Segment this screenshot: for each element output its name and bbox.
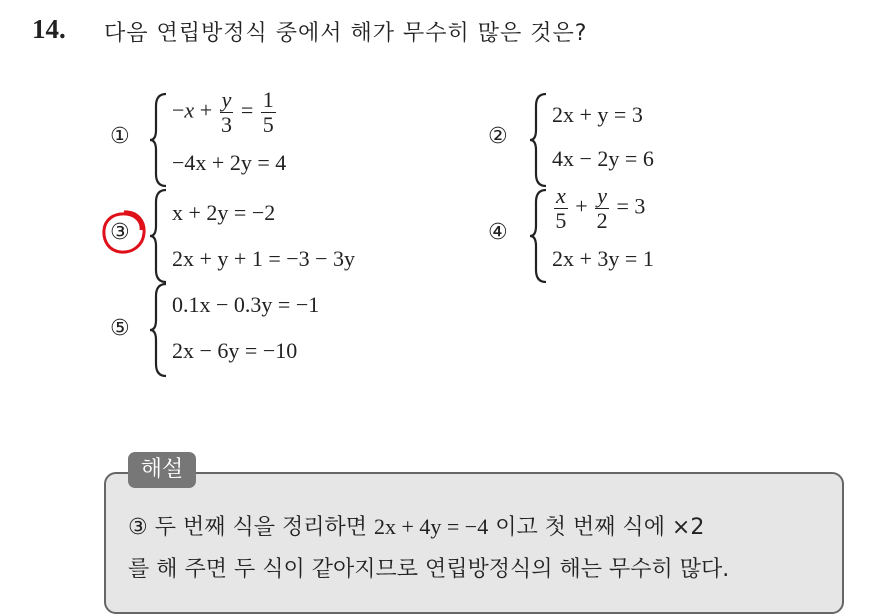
solution-line-1: ③ 두 번째 식을 정리하면 2x + 4y = −4 이고 첫 번째 식에 ×2 (128, 514, 705, 540)
option-1-eq1: −x + $\frac{y}{3}$ = $\frac{1}{5}$ (172, 87, 274, 137)
solution-label: 해설 (128, 452, 196, 488)
option-1-marker[interactable]: ① (110, 124, 130, 149)
brace-icon (148, 92, 170, 188)
brace-icon (148, 188, 170, 284)
option-2-marker[interactable]: ② (488, 124, 508, 149)
option-4-marker[interactable]: ④ (488, 220, 508, 245)
brace-icon (528, 188, 550, 284)
question-number: 14. (32, 14, 66, 44)
option-3-marker[interactable]: ③ (110, 220, 130, 245)
brace-icon (528, 92, 550, 188)
option-4-eq2: 2x + 3y = 1 (552, 246, 654, 271)
option-4-eq1: $\frac{x}{5}$ + $\frac{y}{2}$ = 3 (555, 183, 646, 233)
option-2-eq1: 2x + y = 3 (552, 102, 643, 127)
option-2-eq2: 4x − 2y = 6 (552, 146, 654, 171)
solution-box (104, 472, 844, 614)
option-3-eq2: 2x + y + 1 = −3 − 3y (172, 246, 356, 271)
question-text: 다음 연립방정식 중에서 해가 무수히 많은 것은? (104, 21, 588, 46)
option-3-eq1: x + 2y = −2 (172, 200, 276, 225)
brace-icon (148, 282, 170, 378)
option-5-eq1: 0.1x − 0.3y = −1 (172, 292, 320, 317)
solution-line-2: 를 해 주면 두 식이 같아지므로 연립방정식의 해는 무수히 많다. (128, 557, 730, 582)
option-5-marker[interactable]: ⑤ (110, 316, 130, 341)
option-5-eq2: 2x − 6y = −10 (172, 338, 298, 363)
option-1-eq2: −4x + 2y = 4 (172, 150, 287, 175)
